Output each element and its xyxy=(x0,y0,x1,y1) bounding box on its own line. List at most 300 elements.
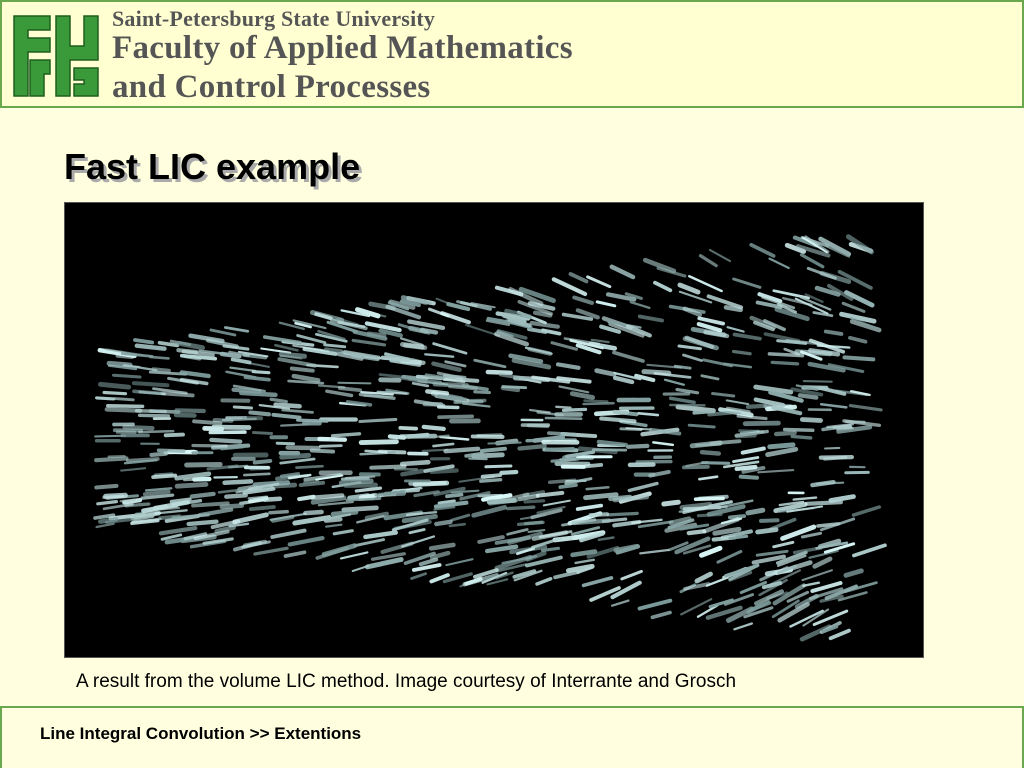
lic-streak xyxy=(361,442,396,443)
lic-streak xyxy=(802,533,820,537)
lic-streak xyxy=(701,256,717,266)
lic-streak xyxy=(489,500,514,502)
lic-streak xyxy=(724,364,751,367)
lic-streak xyxy=(326,349,342,351)
lic-streak xyxy=(726,307,741,309)
lic-streak xyxy=(696,498,723,499)
lic-streak xyxy=(276,405,300,407)
lic-streak xyxy=(270,512,287,513)
lic-streak xyxy=(115,399,133,400)
lic-streak xyxy=(478,435,501,436)
lic-streak xyxy=(344,508,377,510)
lic-streak xyxy=(794,498,816,500)
lic-streak xyxy=(431,545,453,549)
lic-streak xyxy=(664,502,679,504)
lic-streak xyxy=(558,364,579,367)
lic-streak xyxy=(831,631,849,639)
lic-streak xyxy=(230,368,255,371)
lic-streak xyxy=(96,458,126,460)
lic-texture xyxy=(65,203,924,658)
lic-streak xyxy=(425,354,453,356)
lic-streak xyxy=(770,445,793,447)
lic-streak xyxy=(107,409,140,410)
lic-streak xyxy=(436,522,450,524)
lic-streak xyxy=(155,510,187,513)
lic-streak xyxy=(333,512,356,514)
lic-streak xyxy=(803,570,832,580)
lic-streak xyxy=(432,471,457,472)
lic-streak xyxy=(160,516,179,518)
lic-streak xyxy=(134,516,152,519)
lic-streak xyxy=(153,369,169,371)
lic-streak xyxy=(483,475,501,477)
lic-streak xyxy=(272,531,304,537)
lic-streak xyxy=(114,375,141,377)
lic-streak xyxy=(601,419,634,422)
figure-caption: A result from the volume LIC method. Image courtesy of Interrante and Grosch xyxy=(76,671,737,692)
lic-streak xyxy=(241,500,262,503)
lic-streak xyxy=(554,279,585,294)
lic-streak xyxy=(286,552,305,556)
lic-streak xyxy=(273,415,299,418)
lic-streak xyxy=(145,492,169,495)
lic-streak xyxy=(529,349,550,354)
lic-streak xyxy=(854,545,885,555)
lic-streak xyxy=(612,267,633,277)
lic-streak xyxy=(710,250,730,261)
lic-streak xyxy=(447,495,462,497)
lic-streak xyxy=(738,416,766,419)
lic-streak xyxy=(466,454,482,456)
lic-streak xyxy=(450,386,476,388)
lic-streak xyxy=(208,341,237,347)
lic-streak xyxy=(288,448,319,449)
lic-streak xyxy=(699,477,717,480)
lic-streak xyxy=(622,571,642,579)
lic-streak xyxy=(702,452,719,453)
lic-streak xyxy=(702,548,721,555)
lic-streak xyxy=(96,486,116,488)
lic-streak xyxy=(815,559,830,567)
lic-streak xyxy=(355,540,384,546)
lic-streak xyxy=(193,446,226,447)
lic-streak xyxy=(298,420,327,421)
lic-streak xyxy=(737,435,754,436)
lic-streak xyxy=(727,400,749,404)
lic-streak xyxy=(320,446,341,447)
lic-streak xyxy=(410,530,424,533)
lic-streak xyxy=(153,476,175,478)
lic-streak xyxy=(734,458,758,462)
lic-streak xyxy=(734,279,760,287)
lic-streak xyxy=(106,495,126,496)
university-name: Saint-Petersburg State University xyxy=(112,6,436,31)
lic-streak xyxy=(808,268,835,278)
footer-bar xyxy=(0,706,1024,768)
lic-streak xyxy=(427,391,447,393)
lic-streak xyxy=(584,403,614,404)
lic-streak xyxy=(758,470,793,472)
lic-streak xyxy=(745,423,778,424)
lic-streak xyxy=(280,359,315,365)
lic-streak xyxy=(741,583,765,593)
lic-streak xyxy=(254,433,272,434)
lic-streak xyxy=(529,530,545,532)
lic-streak xyxy=(187,464,221,465)
lic-streak xyxy=(543,548,559,550)
lic-streak xyxy=(715,529,739,533)
lic-streak xyxy=(434,344,466,354)
lic-streak xyxy=(161,528,195,533)
lic-streak xyxy=(134,383,167,385)
lic-streak xyxy=(629,484,657,491)
lic-streak xyxy=(593,450,625,451)
lic-streak xyxy=(614,353,643,362)
lic-streak xyxy=(97,398,114,399)
lic-streak xyxy=(422,330,436,333)
lic-streak xyxy=(597,371,615,375)
lic-streak xyxy=(108,406,143,407)
lic-streak xyxy=(549,433,575,434)
lic-streak xyxy=(299,497,313,499)
lic-streak xyxy=(743,449,764,453)
lic-streak xyxy=(560,387,589,393)
lic-streak xyxy=(615,378,632,382)
lic-streak xyxy=(734,624,752,630)
lic-streak xyxy=(552,343,577,350)
lic-streak xyxy=(450,524,465,526)
lic-streak xyxy=(482,449,505,451)
lic-streak xyxy=(560,485,576,487)
lic-streak xyxy=(697,574,711,581)
lic-streak xyxy=(608,513,637,515)
lic-streak xyxy=(552,459,575,461)
lic-streak xyxy=(748,510,763,513)
lic-streak xyxy=(295,518,329,524)
lic-streak xyxy=(326,525,341,527)
lic-streak xyxy=(474,507,505,515)
lic-streak xyxy=(356,488,380,491)
lic-streak xyxy=(703,463,729,464)
lic-streak xyxy=(475,360,505,367)
lic-streak xyxy=(353,340,384,345)
lic-streak xyxy=(802,420,820,421)
lic-streak xyxy=(360,419,396,421)
lic-streak xyxy=(334,531,352,534)
lic-streak xyxy=(200,510,231,515)
lic-streak xyxy=(367,323,400,330)
lic-streak xyxy=(184,479,207,480)
lic-streak xyxy=(812,482,833,485)
lic-streak xyxy=(684,355,702,361)
lic-streak xyxy=(748,406,765,407)
lic-streak xyxy=(475,392,490,393)
lic-streak xyxy=(282,455,309,457)
lic-streak xyxy=(846,422,864,423)
lic-streak xyxy=(713,394,734,397)
lic-streak xyxy=(689,425,714,427)
lic-streak xyxy=(677,390,698,393)
lic-streak xyxy=(383,358,408,360)
lic-streak xyxy=(445,376,465,378)
lic-streak xyxy=(254,487,271,488)
lic-streak xyxy=(244,474,269,475)
lic-streak xyxy=(162,393,193,395)
lic-streak xyxy=(785,430,813,431)
lic-streak xyxy=(189,522,217,524)
lic-streak xyxy=(572,394,592,398)
lic-streak xyxy=(501,375,524,379)
lic-streak xyxy=(434,444,454,446)
lic-streak xyxy=(366,451,387,452)
lic-streak xyxy=(574,521,609,523)
lic-streak xyxy=(588,277,610,287)
lic-streak xyxy=(640,601,671,609)
lic-streak xyxy=(481,480,501,482)
lic-streak xyxy=(679,346,701,349)
lic-streak xyxy=(810,551,838,558)
lic-streak xyxy=(514,360,549,367)
lic-streak xyxy=(768,449,796,454)
lic-streak xyxy=(821,404,846,407)
lic-streak xyxy=(361,495,375,497)
lic-streak xyxy=(281,354,304,356)
lic-streak xyxy=(653,442,672,445)
faculty-name-line1: Faculty of Applied Mathematics xyxy=(112,30,573,66)
lic-streak xyxy=(341,552,367,558)
lic-streak xyxy=(277,443,293,444)
lic-streak xyxy=(152,454,166,455)
lic-streak xyxy=(632,520,661,523)
lic-streak xyxy=(850,406,881,410)
lic-streak xyxy=(405,345,425,347)
lic-streak xyxy=(626,428,651,429)
lic-streak xyxy=(741,477,757,478)
lic-streak xyxy=(578,506,602,510)
lic-streak xyxy=(155,502,188,508)
lic-streak xyxy=(689,531,704,533)
lic-streak xyxy=(780,604,808,620)
lic-streak xyxy=(226,495,245,496)
lic-streak xyxy=(439,407,458,408)
lic-streak xyxy=(404,516,435,520)
lic-streak xyxy=(283,410,313,412)
lic-streak xyxy=(650,472,668,476)
lic-streak xyxy=(109,363,130,365)
lic-streak xyxy=(665,380,684,385)
lic-streak xyxy=(776,433,795,434)
lic-streak xyxy=(455,402,482,403)
lic-streak xyxy=(587,487,609,489)
lic-streak xyxy=(774,542,793,547)
lic-streak xyxy=(121,468,145,470)
lic-streak xyxy=(597,302,615,306)
lic-streak xyxy=(697,444,720,445)
lic-streak xyxy=(312,495,342,497)
lic-streak xyxy=(139,431,173,432)
lic-streak xyxy=(402,462,428,464)
lic-streak xyxy=(211,440,240,442)
lic-streak xyxy=(469,459,486,460)
lic-streak xyxy=(222,354,240,356)
lic-streak xyxy=(685,584,709,589)
lic-streak xyxy=(807,502,841,504)
lic-streak xyxy=(194,421,221,423)
lic-streak xyxy=(177,484,206,486)
lic-streak xyxy=(261,349,290,353)
lic-streak xyxy=(546,418,581,419)
lic-streak xyxy=(520,446,545,448)
lic-streak xyxy=(730,516,744,517)
lic-streak xyxy=(526,522,542,523)
lic-streak xyxy=(556,407,570,408)
faculty-logo xyxy=(10,10,102,102)
lic-streak xyxy=(537,579,551,584)
lic-streak xyxy=(640,317,662,321)
lic-streak xyxy=(592,340,609,342)
lic-streak xyxy=(610,497,630,499)
lic-streak xyxy=(176,410,203,411)
lic-streak xyxy=(253,372,269,373)
lic-streak xyxy=(488,443,520,444)
slide-title: Fast LIC example xyxy=(64,146,361,187)
lic-streak xyxy=(564,409,586,410)
lic-streak xyxy=(751,245,773,256)
lic-streak xyxy=(233,359,250,362)
lic-streak xyxy=(576,560,594,563)
lic-streak xyxy=(757,551,787,555)
lic-streak xyxy=(547,449,573,450)
lic-streak xyxy=(584,578,612,586)
lic-streak xyxy=(222,506,242,507)
lic-streak xyxy=(529,425,548,426)
lic-streak xyxy=(241,393,275,395)
faculty-name-line2: and Control Processes xyxy=(112,69,431,105)
lic-streak xyxy=(446,559,472,565)
lic-streak xyxy=(412,574,426,579)
lic-streak xyxy=(737,467,756,469)
lic-streak xyxy=(831,497,854,501)
lic-streak xyxy=(631,302,650,308)
lic-streak xyxy=(612,601,628,606)
lic-streak xyxy=(652,613,670,618)
lic-streak xyxy=(414,565,440,570)
lic-streak xyxy=(211,330,235,335)
lic-streak xyxy=(555,572,578,577)
lic-streak xyxy=(159,450,184,451)
lic-streak xyxy=(758,530,777,532)
lic-streak xyxy=(234,407,251,408)
lic-streak xyxy=(770,259,789,268)
lic-streak xyxy=(246,377,269,380)
lic-streak xyxy=(530,410,550,413)
lic-streak xyxy=(365,533,395,537)
lic-streak xyxy=(225,328,247,332)
lic-streak xyxy=(639,413,658,415)
lic-streak xyxy=(825,448,839,449)
lic-streak xyxy=(250,413,269,415)
lic-streak xyxy=(486,466,511,467)
lic-streak xyxy=(312,451,333,452)
lic-streak xyxy=(452,515,469,520)
lic-streak xyxy=(402,536,434,546)
lic-streak xyxy=(100,384,128,387)
lic-streak xyxy=(599,538,614,540)
lic-streak xyxy=(574,298,592,303)
lic-streak xyxy=(774,291,809,298)
lic-streak xyxy=(846,571,862,576)
lic-streak xyxy=(802,255,823,267)
lic-streak xyxy=(121,500,135,502)
lic-streak xyxy=(699,318,723,323)
lic-streak xyxy=(825,457,846,459)
lic-streak xyxy=(671,398,694,402)
lic-streak xyxy=(845,357,874,359)
lic-streak xyxy=(571,274,587,281)
lic-streak xyxy=(160,343,178,346)
lic-streak xyxy=(217,528,234,532)
lic-streak xyxy=(446,449,479,451)
footer-breadcrumb: Line Integral Convolution >> Extentions xyxy=(40,724,362,743)
lic-streak xyxy=(728,327,744,331)
header-banner xyxy=(0,0,1024,108)
lic-streak xyxy=(463,404,489,407)
lic-streak xyxy=(125,427,153,428)
lic-streak xyxy=(320,439,345,440)
lic-streak xyxy=(466,579,481,584)
lic-streak xyxy=(439,416,472,417)
lic-streak xyxy=(591,514,608,515)
lic-streak xyxy=(628,446,647,447)
lic-streak xyxy=(225,481,252,482)
lic-streak xyxy=(251,507,274,509)
lic-streak xyxy=(440,437,468,440)
lic-streak xyxy=(508,507,534,508)
lic-streak xyxy=(273,517,292,521)
lic-streak xyxy=(97,524,114,527)
lic-streak xyxy=(325,345,345,347)
lic-streak xyxy=(640,550,668,553)
lic-streak xyxy=(410,483,444,484)
lic-streak xyxy=(255,461,271,463)
lic-streak xyxy=(735,335,760,339)
lic-streak xyxy=(166,435,183,436)
lic-streak xyxy=(402,471,422,474)
lic-streak xyxy=(271,399,286,401)
lic-streak xyxy=(134,391,160,393)
lic-streak xyxy=(400,428,416,429)
lic-streak xyxy=(680,285,698,292)
lic-streak xyxy=(292,369,313,371)
lic-streak xyxy=(297,466,323,467)
lic-streak xyxy=(538,493,562,496)
lic-streak xyxy=(826,332,842,334)
lic-streak xyxy=(843,303,864,311)
lic-streak xyxy=(702,376,718,379)
lic-streak xyxy=(850,338,866,342)
lic-streak xyxy=(192,494,214,497)
lic-streak xyxy=(508,530,528,535)
lic-streak xyxy=(338,383,370,384)
lic-streak xyxy=(424,427,444,429)
lic-streak xyxy=(814,313,832,316)
lic-streak xyxy=(615,412,637,415)
lic-streak xyxy=(104,393,125,394)
lic-streak xyxy=(509,320,529,326)
lic-streak xyxy=(525,501,544,502)
lic-streak xyxy=(586,465,602,466)
lic-streak xyxy=(800,395,816,397)
